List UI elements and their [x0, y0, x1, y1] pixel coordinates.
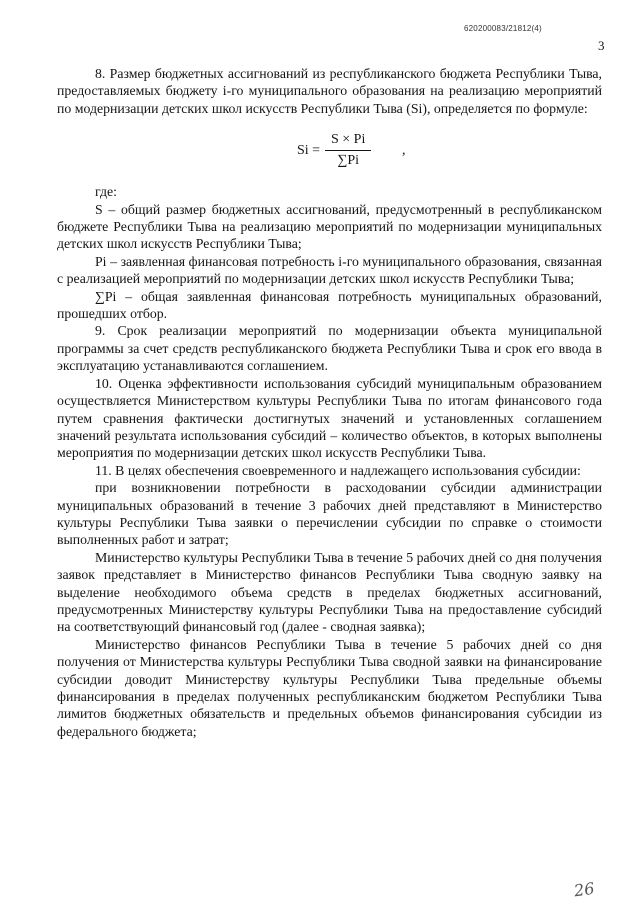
paragraph-11-b: Министерство культуры Республики Тыва в течение 5 рабочих дней со дня получения заявок представляет в Министерство финансов Республики Тыва сводную заявку на выделение необходимого объема средств в пределах бюджетных ассигнований, предусмотренных Министерству культуры Республики Тыва на предоставление субсидий на соответствующий финансовый год (далее - сводная заявка);: [57, 549, 602, 635]
paragraph-9: 9. Срок реализации мероприятий по модернизации объекта муниципальной программы за счет средств республиканского бюджета Республики Тыва и срок его ввода в эксплуатацию устанавливаются соглашением.: [57, 323, 602, 374]
formula-denominator: ∑Pi: [337, 152, 359, 168]
definition-pi: Pi – заявленная финансовая потребность i-го муниципального образования, связанная с реализацией мероприятий по модернизации детских школ искусств Республики Тыва;: [57, 253, 602, 287]
paragraph-11-a: при возникновении потребности в расходовании субсидии администрации муниципальных образований в течение 3 рабочих дней представляют в Министерство культуры Республики Тыва заявки о перечислении субсидии по справке о стоимости выполненных работ и затрат;: [57, 480, 602, 548]
definition-s: S – общий размер бюджетных ассигнований, предусмотренный в республиканском бюджете Республики Тыва на реализацию мероприятий по модернизации муниципальных детских школ искусств Республики Тыва;: [57, 201, 602, 252]
paragraph-11-c: Министерство финансов Республики Тыва в течение 5 рабочих дней со дня получения от Министерства культуры Республики Тыва сводной заявки на финансирование субсидии доводит Министерству культуры Республики Тыва предельные объемы финансирования в пределах полученных республиканским бюджетом Республики Тыва лимитов бюджетных обязательств и предельных объемов финансирования субсидии из федерального бюджета;: [57, 636, 602, 739]
formula-fraction: [325, 131, 371, 169]
page-number: 3: [598, 38, 605, 53]
paragraph-10: 10. Оценка эффективности использования субсидий муниципальным образованием осуществляется Министерством культуры Республики Тыва по итогам финансового года путем сравнения фактически достигнутых значений и установленных соглашением значений результата использования субсидий – количество объектов, в которых выполнены мероприятия по модернизации детских школ искусств Республики Тыва.: [57, 375, 602, 461]
formula-lhs: Si =: [297, 143, 321, 159]
formula-comma: ,: [402, 143, 406, 159]
handwritten-mark: 26: [572, 878, 596, 901]
paragraph-8: 8. Размер бюджетных ассигнований из республиканского бюджета Республики Тыва, предоставляемых бюджету i-го муниципального образования на реализацию мероприятий по модернизации детских школ искусств Республики Тыва (Si), определяется по формуле:: [57, 66, 602, 116]
where-label: где:: [95, 184, 117, 200]
formula-numerator: S × Pi: [325, 131, 371, 150]
definition-sum-pi: ∑Pi – общая заявленная финансовая потребность муниципальных образований, прошедших отбор.: [57, 288, 602, 322]
document-body: [57, 65, 602, 740]
formula: [57, 123, 602, 183]
paragraph-11: 11. В целях обеспечения своевременного и надлежащего использования субсидии:: [95, 462, 581, 478]
document-code: 620200083/21812(4): [464, 24, 542, 33]
